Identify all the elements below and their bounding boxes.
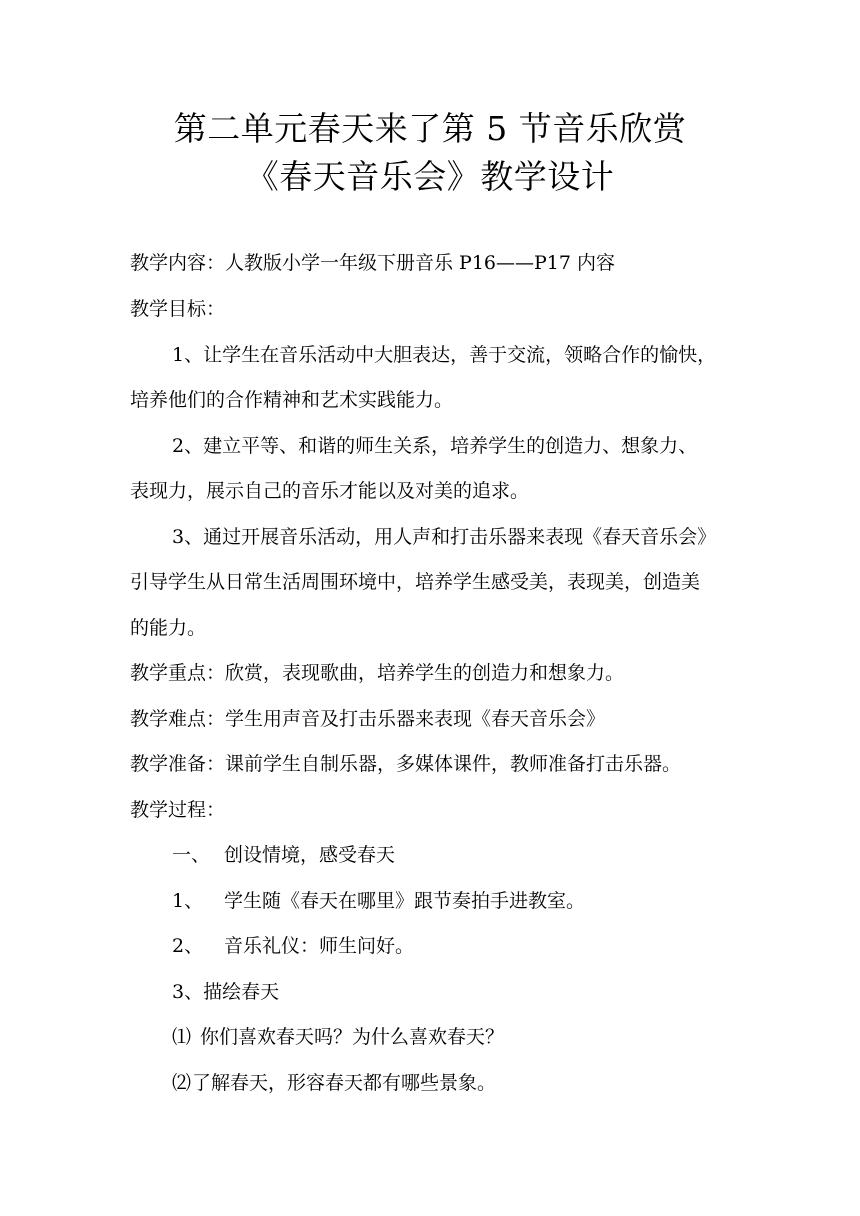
question-2-number: ⑵ bbox=[172, 1072, 192, 1094]
objective-2-line-1: 2、建立平等、和谐的师生关系，培养学生的创造力、想象力、 bbox=[172, 435, 698, 457]
objectives-heading: 教学目标： bbox=[130, 298, 226, 320]
process-heading: 教学过程： bbox=[130, 799, 226, 821]
difficulty: 教学难点：学生用声音及打击乐器来表现《春天音乐会》 bbox=[130, 708, 606, 730]
document-title-line-2: 《春天音乐会》教学设计 bbox=[245, 157, 615, 196]
step-2-text: 音乐礼仪：师生问好。 bbox=[224, 935, 415, 957]
key-point: 教学重点：欣赏，表现歌曲，培养学生的创造力和想象力。 bbox=[130, 662, 625, 684]
step-1-text: 学生随《春天在哪里》跟节奏拍手进教室。 bbox=[224, 890, 586, 912]
teaching-content: 教学内容：人教版小学一年级下册音乐 P16——P17 内容 bbox=[130, 252, 616, 274]
objective-3-line-3: 的能力。 bbox=[130, 617, 207, 639]
question-1-number: ⑴ bbox=[172, 1026, 192, 1048]
objective-2-line-2: 表现力，展示自己的音乐才能以及对美的追求。 bbox=[130, 480, 530, 502]
step-1-number: 1、 bbox=[172, 890, 204, 912]
objective-1-line-1: 1、让学生在音乐活动中大胆表达，善于交流，领略合作的愉快， bbox=[172, 344, 717, 366]
section-1-text: 创设情境，感受春天 bbox=[224, 844, 396, 866]
question-1-text: 你们喜欢春天吗？为什么喜欢春天？ bbox=[200, 1026, 505, 1048]
step-2-number: 2、 bbox=[172, 935, 204, 957]
objective-3-line-2: 引导学生从日常生活周围环境中，培养学生感受美，表现美，创造美 bbox=[130, 571, 701, 593]
question-2-text: 了解春天，形容春天都有哪些景象。 bbox=[192, 1072, 497, 1094]
section-1-number: 一、 bbox=[172, 844, 211, 866]
objective-3-line-1: 3、通过开展音乐活动，用人声和打击乐器来表现《春天音乐会》 bbox=[172, 526, 717, 548]
preparation: 教学准备：课前学生自制乐器，多媒体课件，教师准备打击乐器。 bbox=[130, 753, 682, 775]
objective-1-line-2: 培养他们的合作精神和艺术实践能力。 bbox=[130, 389, 454, 411]
step-3: 3、描绘春天 bbox=[172, 981, 280, 1003]
document-title-line-1: 第二单元春天来了第 5 节音乐欣赏 bbox=[173, 109, 687, 148]
